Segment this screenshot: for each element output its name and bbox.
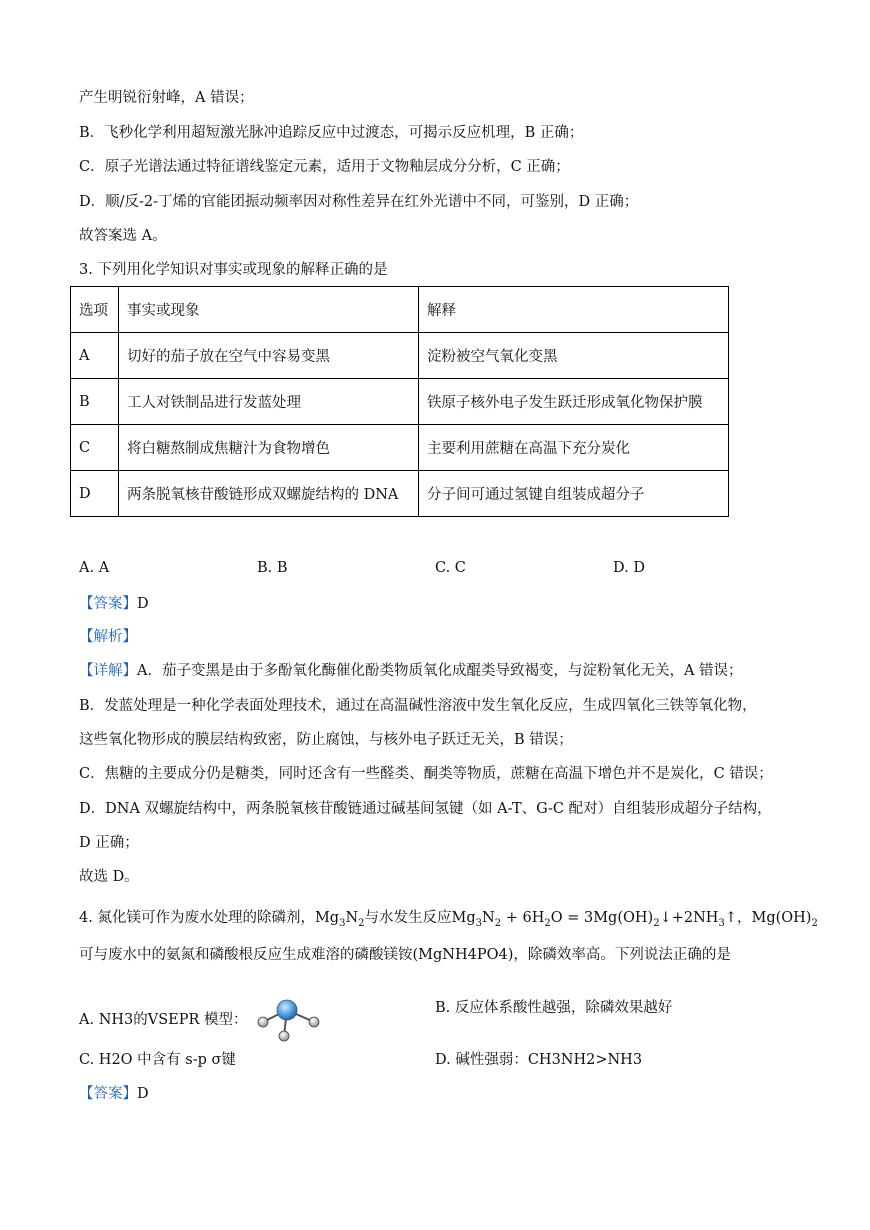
q3-stem: 3. 下列用化学知识对事实或现象的解释正确的是: [79, 262, 388, 278]
q2-line-4: D．顺/反-2-丁烯的官能团振动频率因对称性差异在红外光谱中不同，可鉴别，D 正确；: [79, 194, 639, 210]
q4-option-a[interactable]: A. NH3的VSEPR 模型：: [79, 998, 324, 1042]
row-label: A: [71, 333, 119, 379]
q4-answer: [79, 1084, 149, 1104]
table-row: [71, 471, 729, 517]
q3-analysis-tag: 【解析】: [79, 629, 137, 645]
header-option: 选项: [71, 287, 119, 333]
table-row: [71, 425, 729, 471]
row-fact: 切好的茄子放在空气中容易变黑: [119, 333, 419, 379]
row-explanation: 淀粉被空气氧化变黑: [419, 333, 729, 379]
q3-detail-d2: D 正确；: [79, 835, 139, 851]
row-fact: 将白糖熬制成焦糖汁为食物增色: [119, 425, 419, 471]
reaction-equation: $Mg_3N_2 + 6H_2O$ = $3Mg(OH)_2↓+2NH_3↑$: [451, 910, 737, 929]
q2-line-3: C．原子光谱法通过特征谱线鉴定元素，适用于文物釉层成分分析，C 正确；: [79, 159, 570, 175]
answer-tag: 【答案】: [79, 596, 137, 612]
q3-answer: [79, 594, 149, 614]
answer-value: D: [137, 596, 149, 612]
table-row: [71, 333, 729, 379]
q3-option-a[interactable]: A. A: [79, 560, 110, 576]
row-label: B: [71, 379, 119, 425]
q2-line-2: B．飞秒化学利用超短激光脉冲追踪反应中过渡态，可揭示反应机理，B 正确；: [79, 125, 584, 141]
q3-detail-d1: D．DNA 双螺旋结构中，两条脱氧核苷酸链通过碱基间氢键（如 A-T、G-C 配对）自组装形成超分子结构，: [79, 801, 772, 817]
row-label: D: [71, 471, 119, 517]
q3-detail-b1: B．发蓝处理是一种化学表面处理技术，通过在高温碱性溶液中发生氧化反应，生成四氧化三铁等氧化物，: [79, 698, 757, 714]
mgoh2-formula: $Mg(OH)_2$: [751, 910, 818, 929]
q4-stem-line-2: 可与废水中的氨氮和磷酸根反应生成难溶的磷酸镁铵(MgNH4PO4)，除磷效率高。下列说法正确的是: [79, 947, 731, 963]
table-header-row: [71, 287, 729, 333]
q2-line-1: 产生明锐衍射峰，A 错误；: [79, 90, 254, 106]
q3-option-b[interactable]: B. B: [257, 560, 288, 576]
header-fact: 事实或现象: [119, 287, 419, 333]
row-fact: 两条脱氧核苷酸链形成双螺旋结构的 DNA: [119, 471, 419, 517]
row-label: C: [71, 425, 119, 471]
header-explanation: 解释: [419, 287, 729, 333]
q3-option-c[interactable]: C. C: [435, 560, 466, 576]
q3-detail-a: 【详解】A．茄子变黑是由于多酚氧化酶催化酚类物质氧化成醌类导致褐变，与淀粉氧化无关，A 错误；: [79, 663, 743, 679]
q3-conclusion: 故选 D。: [79, 869, 139, 885]
q2-conclusion: 故答案选 A。: [79, 228, 167, 244]
detail-tag: 【详解】: [79, 663, 137, 679]
q3-detail-c: C．焦糖的主要成分仍是糖类，同时还含有一些醛类、酮类等物质，蔗糖在高温下增色并不是炭化，C 错误；: [79, 766, 773, 782]
q3-detail-b2: 这些氧化物形成的膜层结构致密，防止腐蚀，与核外电子跃迁无关，B 错误；: [79, 732, 573, 748]
row-explanation: 主要利用蔗糖在高温下充分炭化: [419, 425, 729, 471]
q4-stem-line-1: 4. 氮化镁可作为废水处理的除磷剂，$Mg_3N_2$与水发生反应$Mg_3N_2 + 6H_2O$ = $3Mg(OH)_2↓+2NH_3↑$，$Mg(OH)_2$: [79, 910, 818, 929]
answer-tag: 【答案】: [79, 1086, 137, 1102]
row-fact: 工人对铁制品进行发蓝处理: [119, 379, 419, 425]
answer-value: D: [137, 1086, 149, 1102]
q3-option-d[interactable]: D. D: [613, 560, 645, 576]
mg3n2-formula: $Mg_3N_2$: [314, 910, 365, 929]
q4-option-c[interactable]: C. H2O 中含有 s-p σ键: [79, 1052, 236, 1068]
q4-option-d[interactable]: D. 碱性强弱：CH3NH2>NH3: [435, 1052, 643, 1068]
row-explanation: 分子间可通过氢键自组装成超分子: [419, 471, 729, 517]
row-explanation: 铁原子核外电子发生跃迁形成氧化物保护膜: [419, 379, 729, 425]
q4-option-b[interactable]: B. 反应体系酸性越强，除磷效果越好: [435, 1000, 673, 1016]
q3-table: [70, 286, 729, 517]
nh3-vsepr-model-icon: [254, 998, 324, 1042]
table-row: [71, 379, 729, 425]
